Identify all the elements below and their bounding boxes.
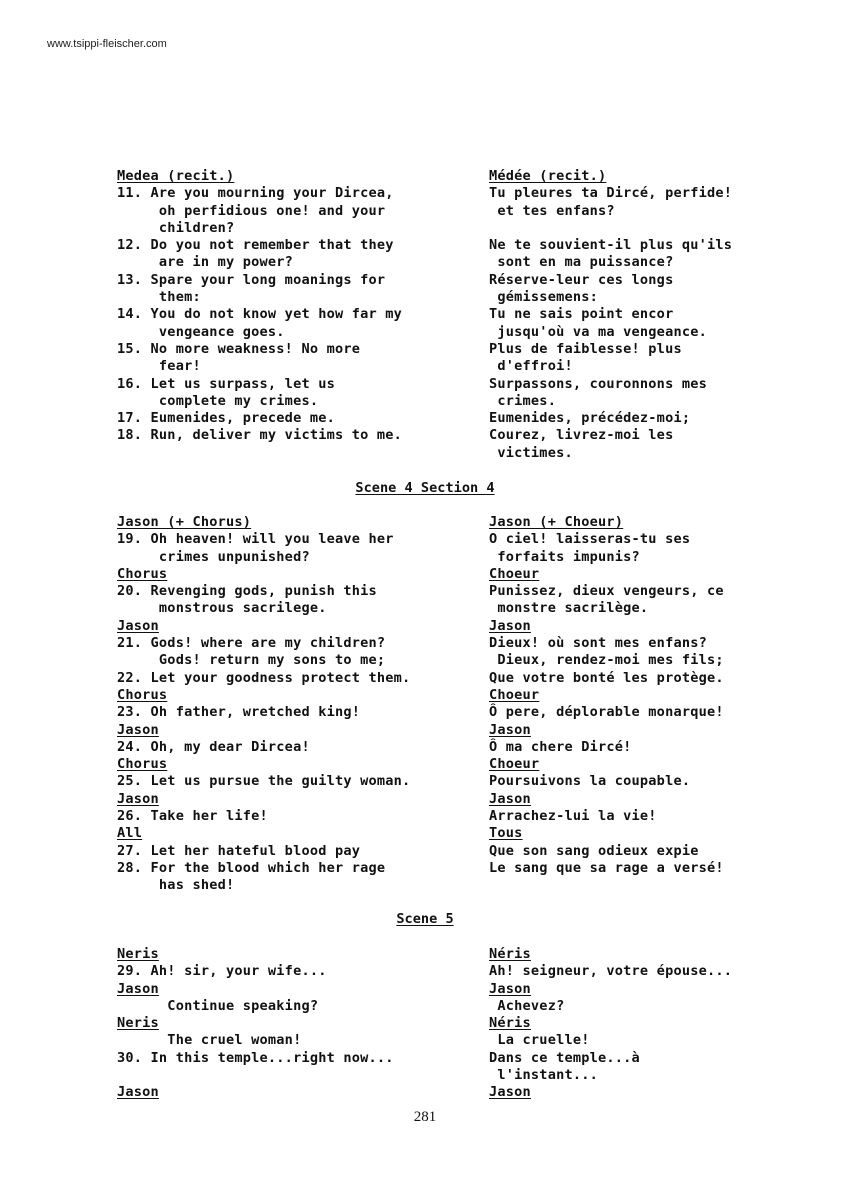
speaker-label: Choeur: [489, 565, 540, 582]
french-column-block-3: [489, 946, 732, 1102]
english-column-block-2: [117, 514, 410, 895]
libretto-line: O ciel! laisseras-tu ses: [489, 531, 691, 548]
speaker-label: Choeur: [489, 686, 540, 703]
speaker-label: Jason: [489, 721, 531, 738]
libretto-line: 22. Let your goodness protect them.: [117, 669, 411, 686]
libretto-line: Punissez, dieux vengeurs, ce: [489, 583, 724, 600]
libretto-line: Plus de faiblesse! plus: [489, 340, 682, 357]
speaker-label: Jason: [489, 1084, 531, 1101]
libretto-line: Continue speaking?: [117, 997, 319, 1014]
speaker-label: Jason: [117, 1084, 159, 1101]
french-column-block-2: [489, 514, 724, 877]
libretto-line: Courez, livrez-moi les: [489, 427, 674, 444]
libretto-line: Que son sang odieux expie: [489, 842, 699, 859]
libretto-line: [117, 1067, 394, 1084]
libretto-line: 15. No more weakness! No more: [117, 340, 361, 357]
libretto-line: 16. Let us surpass, let us: [117, 375, 335, 392]
english-column-block-1: [117, 168, 402, 445]
libretto-line: 18. Run, deliver my victims to me.: [117, 427, 403, 444]
speaker-label: Jason: [489, 980, 531, 997]
speaker-label: Néris: [489, 1015, 531, 1032]
libretto-line: [489, 220, 732, 237]
speaker-label: Choeur: [489, 756, 540, 773]
libretto-line: are in my power?: [117, 254, 294, 271]
libretto-line: 26. Take her life!: [117, 808, 268, 825]
libretto-line: et tes enfans?: [489, 202, 615, 219]
speaker-label: Neris: [117, 946, 159, 962]
libretto-line: 17. Eumenides, precede me.: [117, 410, 335, 427]
speaker-label: Jason: [117, 721, 159, 738]
libretto-line: Tu ne sais point encor: [489, 306, 674, 323]
libretto-line: 25. Let us pursue the guilty woman.: [117, 773, 411, 790]
speaker-label: Néris: [489, 946, 531, 962]
libretto-line: 12. Do you not remember that they: [117, 237, 394, 254]
libretto-line: 30. In this temple...right now...: [117, 1049, 394, 1066]
libretto-line: victimes.: [489, 444, 573, 461]
libretto-line: Dans ce temple...à: [489, 1049, 640, 1066]
libretto-line: 29. Ah! sir, your wife...: [117, 963, 327, 980]
speaker-label: Chorus: [117, 565, 168, 582]
speaker-label: Jason: [117, 617, 159, 634]
speaker-label: Jason: [489, 617, 531, 634]
speaker-label: Neris: [117, 1015, 159, 1032]
libretto-line: 11. Are you mourning your Dircea,: [117, 185, 394, 202]
libretto-line: Ô ma chere Dircé!: [489, 738, 632, 755]
libretto-line: Arrachez-lui la vie!: [489, 808, 657, 825]
english-column-block-3: [117, 946, 394, 1102]
libretto-line: monstrous sacrilege.: [117, 600, 327, 617]
libretto-line: Réserve-leur ces longs: [489, 271, 674, 288]
libretto-line: 19. Oh heaven! will you leave her: [117, 531, 394, 548]
speaker-label: Jason (+ Choeur): [489, 514, 624, 530]
libretto-line: 20. Revenging gods, punish this: [117, 583, 377, 600]
libretto-line: Dieux, rendez-moi mes fils;: [489, 652, 724, 669]
libretto-line: complete my crimes.: [117, 392, 319, 409]
speaker-label: Jason: [117, 790, 159, 807]
libretto-line: oh perfidious one! and your: [117, 202, 386, 219]
libretto-line: 23. Oh father, wretched king!: [117, 704, 361, 721]
speaker-label: Tous: [489, 825, 523, 842]
libretto-line: sont en ma puissance?: [489, 254, 674, 271]
libretto-line: crimes unpunished?: [117, 548, 310, 565]
libretto-line: jusqu'où va ma vengeance.: [489, 323, 707, 340]
libretto-line: Que votre bonté les protège.: [489, 669, 724, 686]
libretto-line: Achevez?: [489, 997, 565, 1014]
libretto-line: monstre sacrilège.: [489, 600, 649, 617]
libretto-line: fear!: [117, 358, 201, 375]
libretto-line: l'instant...: [489, 1067, 598, 1084]
libretto-line: d'effroi!: [489, 358, 573, 375]
libretto-line: 14. You do not know yet how far my: [117, 306, 403, 323]
speaker-label: Médée (recit.): [489, 168, 607, 184]
scene-heading: Scene 4 Section 4: [355, 480, 495, 496]
scene-heading: Scene 5: [396, 911, 454, 927]
libretto-line: Gods! return my sons to me;: [117, 652, 386, 669]
libretto-line: vengeance goes.: [117, 323, 285, 340]
libretto-line: Surpassons, couronnons mes: [489, 375, 707, 392]
speaker-label: Jason (+ Chorus): [117, 514, 252, 530]
libretto-line: Eumenides, précédez-moi;: [489, 410, 691, 427]
source-url[interactable]: www.tsippi-fleischer.com: [47, 38, 167, 50]
libretto-line: Dieux! où sont mes enfans?: [489, 635, 707, 652]
libretto-line: 21. Gods! where are my children?: [117, 635, 386, 652]
libretto-line: 24. Oh, my dear Dircea!: [117, 738, 310, 755]
libretto-line: children?: [117, 219, 235, 236]
libretto-line: 28. For the blood which her rage: [117, 859, 386, 876]
libretto-line: has shed!: [117, 877, 235, 894]
libretto-line: Ne te souvient-il plus qu'ils: [489, 237, 733, 254]
french-column-block-1: [489, 168, 732, 462]
speaker-label: All: [117, 825, 143, 842]
libretto-line: forfaits impunis?: [489, 548, 640, 565]
libretto-line: crimes.: [489, 392, 557, 409]
libretto-line: La cruelle!: [489, 1032, 590, 1049]
speaker-label: Chorus: [117, 756, 168, 773]
libretto-line: Ô pere, déplorable monarque!: [489, 704, 724, 721]
libretto-line: gémissemens:: [489, 289, 598, 306]
page-number: 281: [413, 1109, 437, 1125]
libretto-line: them:: [117, 289, 201, 306]
speaker-label: Chorus: [117, 686, 168, 703]
speaker-label: Medea (recit.): [117, 168, 235, 184]
libretto-line: Poursuivons la coupable.: [489, 773, 691, 790]
libretto-line: Le sang que sa rage a versé!: [489, 859, 724, 876]
libretto-line: Tu pleures ta Dircé, perfide!: [489, 185, 733, 202]
libretto-line: The cruel woman!: [117, 1032, 302, 1049]
speaker-label: Jason: [117, 980, 159, 997]
speaker-label: Jason: [489, 790, 531, 807]
libretto-line: 13. Spare your long moanings for: [117, 271, 386, 288]
libretto-line: 27. Let her hateful blood pay: [117, 842, 361, 859]
libretto-line: Ah! seigneur, votre épouse...: [489, 963, 733, 980]
